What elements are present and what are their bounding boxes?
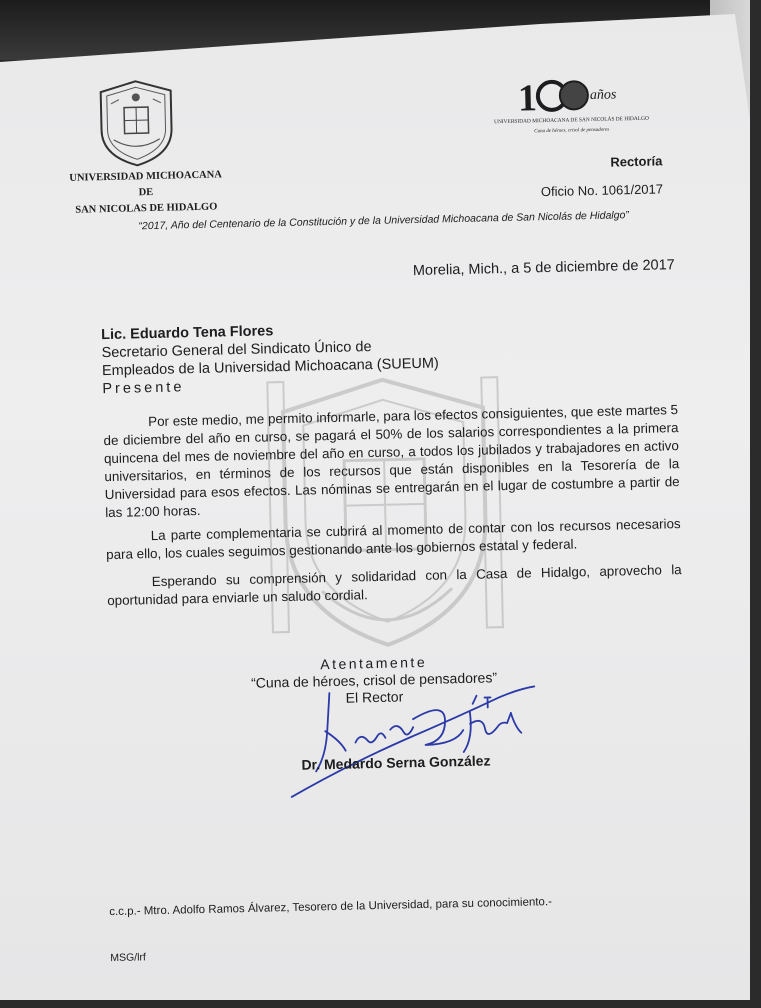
centenary-org-text: UNIVERSIDAD MICHOACANA DE SAN NICOLÁS DE HIDALGO — [493, 115, 649, 126]
addressee-title-line2: Empleados de la Universidad Michoacana (SUEUM) — [101, 355, 439, 380]
university-name-line2: DE — [138, 186, 154, 199]
university-name-line1: UNIVERSIDAD MICHOACANA — [69, 169, 222, 184]
office-number: Oficio No. 1061/2017 — [540, 181, 664, 200]
place-date: Morelia, Mich., a 5 de diciembre de 2017 — [412, 257, 675, 280]
closing-atentamente: Atentamente — [320, 653, 428, 673]
svg-text:1: 1 — [517, 77, 538, 120]
body-paragraph-3: Esperando su comprensión y solidaridad con la Casa de Hidalgo, aprovecho la oportunidad para enviarle un saludo cordial. — [107, 562, 682, 609]
closing-motto: “Cuna de héroes, crisol de pensadores” — [250, 669, 498, 691]
university-seal-logo — [90, 76, 182, 170]
centenary-logo — [493, 72, 649, 144]
body-paragraph-2: La parte complementaria se cubrirá al momento de contar con los recursos necesarios para ello, los cuales seguimos gestionando ante los gobiernos estatal y federal. — [105, 516, 681, 563]
university-name-line3: SAN NICOLAS DE HIDALGO — [75, 201, 218, 216]
copy-recipient: c.c.p.- Mtro. Adolfo Ramos Álvarez, Tesorero de la Universidad, para su conocimiento.- — [109, 896, 553, 919]
handwritten-signature — [284, 666, 547, 802]
reference-initials: MSG/lrf — [110, 951, 147, 965]
addressee-presente: Presente — [102, 379, 185, 398]
addressee-title-line1: Secretario General del Sindicato Único de — [101, 339, 372, 362]
closing-role: El Rector — [345, 688, 404, 706]
signer-name: Dr. Medardo Serna González — [301, 752, 491, 773]
university-name — [50, 167, 241, 219]
year-motto: “2017, Año del Centenario de la Constitución y de la Universidad Michoacana de San Nicolás de Hidalgo” — [138, 209, 629, 233]
addressee-name: Lic. Eduardo Tena Flores — [101, 323, 274, 344]
body-paragraph-1: Por este medio, me permito informarle, para los efectos consiguientes, que este martes 5 de diciembre del año en curso, se pagará el 50% de los salarios correspondientes a la primera quincena del mes de noviembre del año en curso, a todos los jubilados y trabajadores en activo universitarios, en términos de los recursos que están disponibles en la Tesorería de la Universidad para esos efectos. Las nóminas se entregarán en el lugar de costumbre a partir de las 12:00 horas. — [103, 402, 680, 521]
centenary-motto-text: Cuna de héroes, crisol de pensadores — [534, 127, 610, 135]
department-label: Rectoría — [610, 153, 663, 170]
svg-text:años: años — [589, 87, 617, 104]
